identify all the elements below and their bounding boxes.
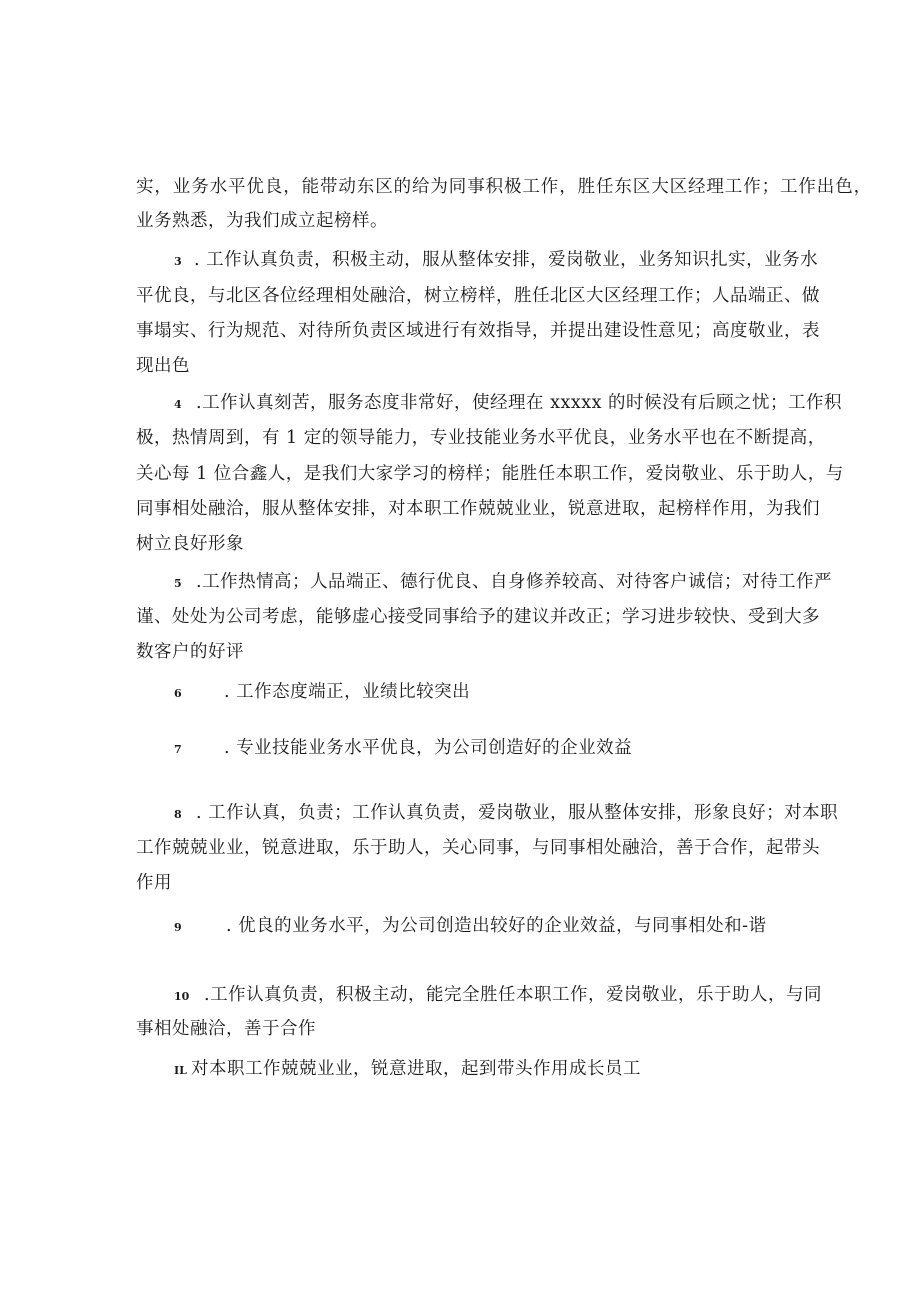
- paragraph-line: [136, 175, 872, 199]
- line-text: 事相处融洽，善于合作: [136, 1019, 316, 1039]
- line-text: .工作认真刻苦，服务态度非常好，使经理在 xxxxx 的时候没有后顾之忧；工作积: [196, 393, 843, 413]
- paragraph-line: [136, 497, 820, 521]
- line-text: . 工作认真，负责；工作认真负责，爱岗敬业，服从整体安排，形象良好；对本职: [196, 803, 839, 823]
- line-text: . 优良的业务水平，为公司创造出较好的企业效益，与同事相处和-谐: [226, 916, 767, 936]
- list-item-number-line: [174, 914, 767, 940]
- item-number: 6: [174, 687, 182, 700]
- item-number: 3: [174, 255, 182, 268]
- paragraph-line: [136, 284, 820, 308]
- line-text: 关心每 1 位合鑫人，是我们大家学习的榜样；能胜任本职工作，爱岗敬业、乐于助人，与: [136, 464, 844, 484]
- item-number: 9: [174, 921, 182, 934]
- item-number: 4: [174, 398, 182, 411]
- list-item-number-line: [174, 570, 832, 596]
- paragraph-line: [136, 462, 844, 486]
- line-text: 树立良好形象: [136, 534, 244, 554]
- line-text: . 专业技能业务水平优良，为公司创造好的企业效益: [224, 738, 633, 758]
- line-text: 对本职工作兢兢业业，锐意进取，起到带头作用成长员工: [191, 1059, 641, 1079]
- line-text: .工作认真负责，积极主动，能完全胜任本职工作，爱岗敬业，乐于助人，与同: [204, 985, 823, 1005]
- line-text: 工作兢兢业业，锐意进取，乐于助人，关心同事，与同事相处融洽，善于合作，起带头: [136, 838, 820, 858]
- item-number: 5: [174, 577, 182, 590]
- line-text: 数客户的好评: [136, 642, 244, 662]
- paragraph-line: [136, 605, 820, 629]
- paragraph-line: [136, 354, 190, 378]
- paragraph-line: [136, 319, 820, 343]
- line-text: . 工作认真负责，积极主动，服从整体安排，爱岗敬业，业务知识扎实，业务水: [194, 250, 819, 270]
- list-item-number-line: [174, 1057, 641, 1083]
- line-text: 极，热情周到，有 1 定的领导能力，专业技能业务水平优良，业务水平也在不断提高，: [136, 428, 826, 448]
- line-text: . 工作态度端正，业绩比较突出: [224, 682, 471, 702]
- list-item-number-line: [174, 680, 470, 706]
- line-text: 作用: [136, 873, 172, 893]
- list-item-number-line: [174, 983, 822, 1009]
- list-item-number-line: [174, 391, 842, 417]
- list-item-number-line: [174, 248, 818, 274]
- list-item-number-line: [174, 801, 838, 827]
- line-text: 事塌实、行为规范、对待所负责区域进行有效指导，并提出建设性意见；高度敬业，表: [136, 321, 820, 341]
- list-item-number-line: [174, 736, 632, 762]
- line-text: 谨、处处为公司考虑，能够虚心接受同事给予的建议并改正；学习进步较快、受到大多: [136, 607, 820, 627]
- paragraph-line: [136, 640, 244, 664]
- item-number: 8: [174, 808, 182, 821]
- paragraph-line: [136, 1017, 316, 1041]
- paragraph-line: [136, 426, 826, 450]
- item-number: 10: [174, 990, 190, 1003]
- item-number: IL: [174, 1064, 187, 1077]
- paragraph-line: [136, 209, 388, 233]
- paragraph-line: [136, 532, 244, 556]
- line-text: 平优良，与北区各位经理相处融洽，树立榜样，胜任北区大区经理工作；人品端正、做: [136, 286, 820, 306]
- item-number: 7: [174, 743, 182, 756]
- line-text: 同事相处融洽，服从整体安排，对本职工作兢兢业业，锐意进取，起榜样作用，为我们: [136, 499, 820, 519]
- line-text: .工作热情高；人品端正、德行优良、自身修养较高、对待客户诚信；对待工作严: [196, 572, 833, 592]
- line-text: 业务熟悉，为我们成立起榜样。: [136, 211, 388, 231]
- line-text: 实，业务水平优良，能带动东区的给为同事积极工作，胜任东区大区经理工作；工作出色，: [136, 177, 872, 197]
- line-text: 现出色: [136, 356, 190, 376]
- paragraph-line: [136, 836, 820, 860]
- paragraph-line: [136, 871, 172, 895]
